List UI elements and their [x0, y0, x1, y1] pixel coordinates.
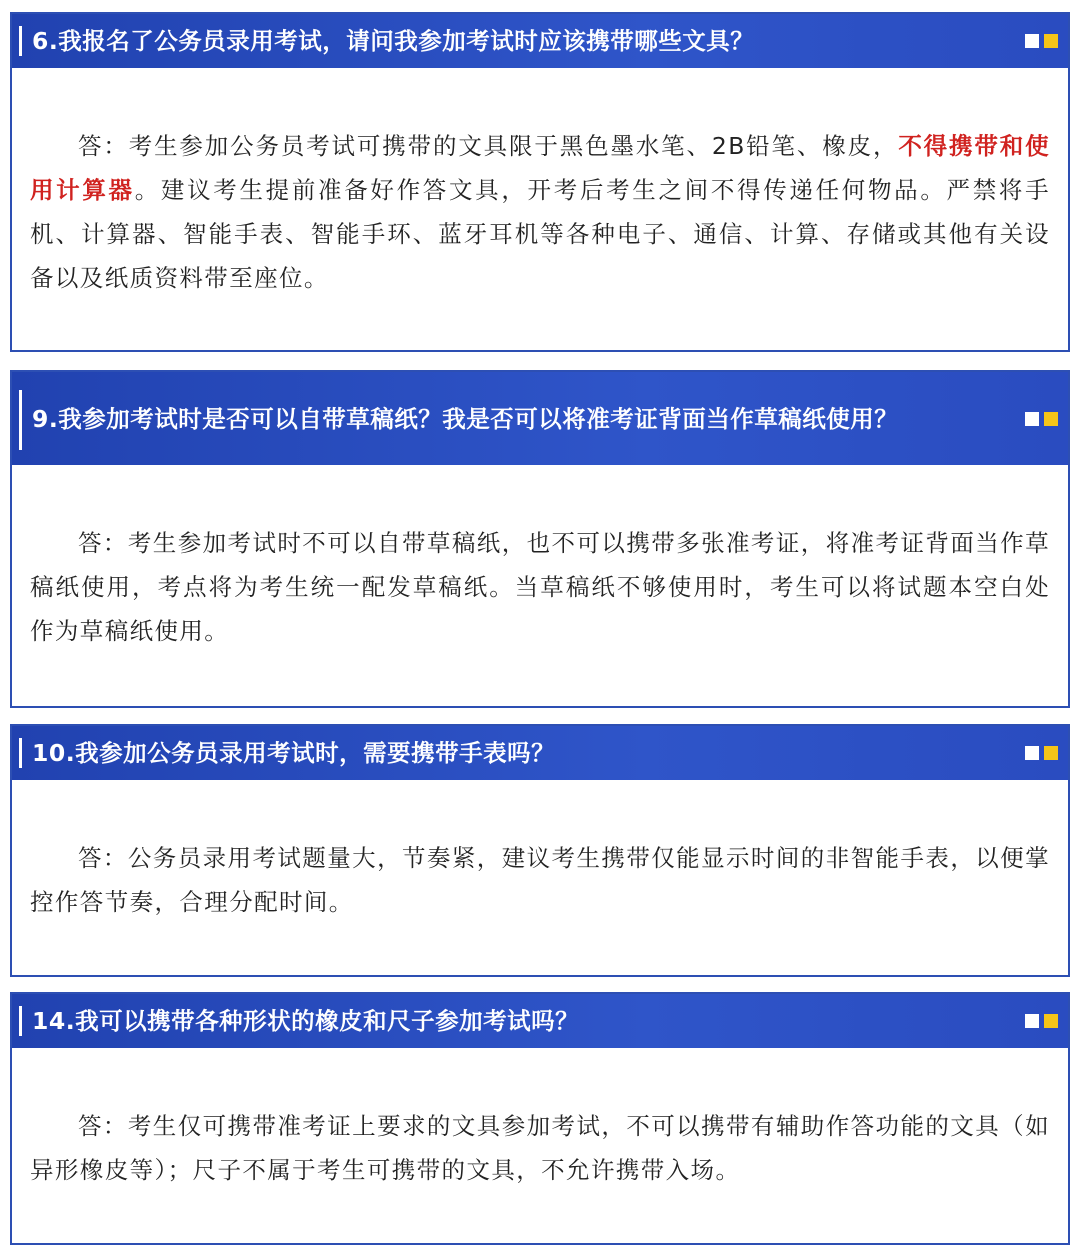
question-header [12, 372, 1068, 465]
yellow-square-icon [1044, 746, 1058, 760]
qa-card-6 [10, 12, 1070, 352]
decor-squares [1025, 412, 1058, 426]
question-title: 10.我参加公务员录用考试时，需要携带手表吗？ [32, 739, 556, 767]
white-square-icon [1025, 412, 1039, 426]
answer-body [12, 780, 1068, 924]
qa-card-9 [10, 370, 1070, 708]
answer-text: 答：考生仅可携带准考证上要求的文具参加考试，不可以携带有辅助作答功能的文具（如异形橡皮等）；尺子不属于考生可携带的文具，不允许携带入场。 [30, 1112, 1050, 1184]
answer-body [12, 465, 1068, 653]
yellow-square-icon [1044, 1014, 1058, 1028]
decor-squares [1025, 34, 1058, 48]
header-accent-bar [19, 1006, 22, 1036]
qa-card-14 [10, 992, 1070, 1245]
answer-text [30, 124, 1050, 300]
question-title: 6.我报名了公务员录用考试，请问我参加考试时应该携带哪些文具？ [32, 27, 755, 55]
decor-squares [1025, 1014, 1058, 1028]
white-square-icon [1025, 34, 1039, 48]
header-accent-bar [19, 390, 22, 450]
question-header [12, 726, 1068, 780]
yellow-square-icon [1044, 412, 1058, 426]
question-header [12, 14, 1068, 68]
question-title: 14.我可以携带各种形状的橡皮和尺子参加考试吗？ [32, 1007, 580, 1035]
yellow-square-icon [1044, 34, 1058, 48]
answer-text: 答：公务员录用考试题量大，节奏紧，建议考生携带仅能显示时间的非智能手表，以便掌控作答节奏，合理分配时间。 [30, 844, 1050, 916]
answer-highlight: 不得携带和使用计算器 [30, 132, 1050, 204]
answer-body [12, 1048, 1068, 1192]
question-title: 9.我参加考试时是否可以自带草稿纸？我是否可以将准考证背面当作草稿纸使用？ [32, 404, 899, 433]
answer-body [12, 68, 1068, 300]
white-square-icon [1025, 746, 1039, 760]
question-header [12, 994, 1068, 1048]
answer-text: 答：考生参加考试时不可以自带草稿纸，也不可以携带多张准考证，将准考证背面当作草稿纸使用，考点将为考生统一配发草稿纸。当草稿纸不够使用时，考生可以将试题本空白处作为草稿纸使用。 [30, 529, 1050, 645]
header-accent-bar [19, 738, 22, 768]
answer-text-after: 。建议考生提前准备好作答文具，开考后考生之间不得传递任何物品。严禁将手机、计算器、智能手表、智能手环、蓝牙耳机等各种电子、通信、计算、存储或其他有关设备以及纸质资料带至座位。 [30, 176, 1050, 292]
decor-squares [1025, 746, 1058, 760]
white-square-icon [1025, 1014, 1039, 1028]
answer-text-before: 答：考生参加公务员考试可携带的文具限于黑色墨水笔、2B铅笔、橡皮， [78, 132, 899, 160]
header-accent-bar [19, 26, 22, 56]
qa-card-10 [10, 724, 1070, 977]
